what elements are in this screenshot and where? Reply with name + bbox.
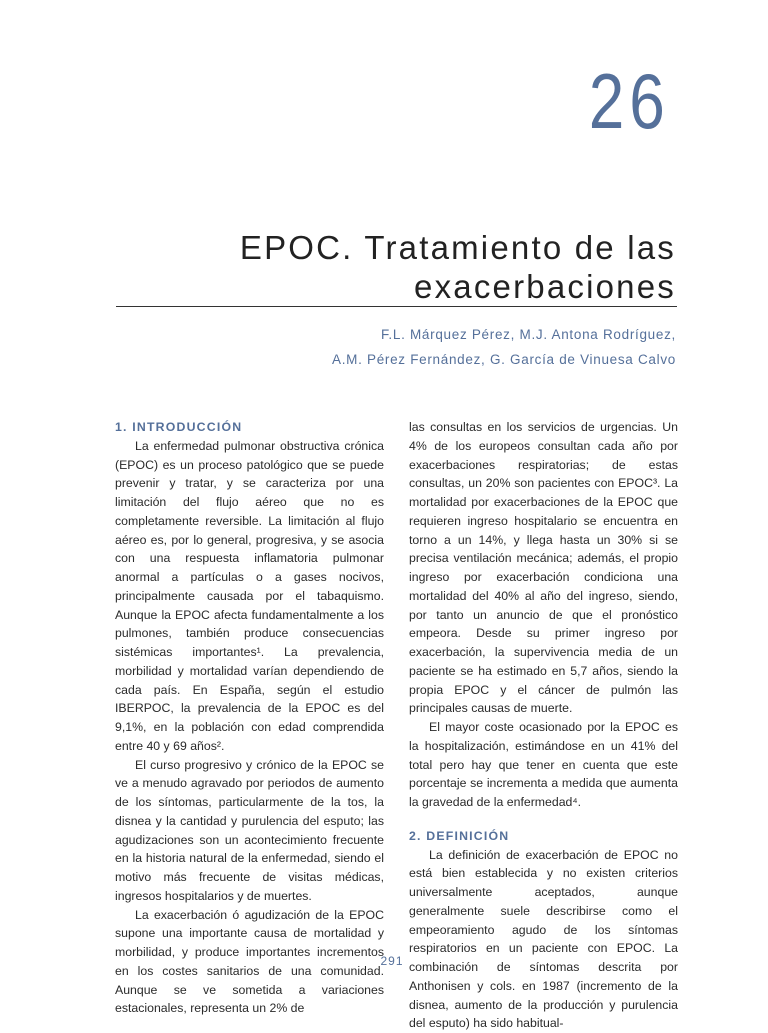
section-heading-introduccion: 1. INTRODUCCIÓN: [115, 418, 384, 437]
intro-paragraph-2: El curso progresivo y crónico de la EPOC se ve a menudo agravado por periodos de aumento de los síntomas, particularmente de la tos, la disnea y la cantidad y purulencia del esputo; las agudizaciones son un acontecimiento frecuente en la historia natural de la enfermedad, siendo el motivo más frecuente de visitas médicas, ingresos hospitalarios y de muertes.: [115, 756, 384, 906]
intro-paragraph-4: El mayor coste ocasionado por la EPOC es la hospitalización, estimándose en un 41% del total pero hay que tener en cuenta que este porcentaje se incrementa a medida que aumenta la gravedad de la enfermedad⁴.: [409, 718, 678, 812]
right-column: [409, 418, 678, 1033]
authors-line-2: A.M. Pérez Fernández, G. García de Vinuesa Calvo: [332, 347, 676, 372]
chapter-title-line-2: exacerbaciones: [414, 268, 676, 305]
intro-paragraph-3-continued: las consultas en los servicios de urgencias. Un 4% de los europeos consultan cada año por exacerbaciones respiratorias; de estas consultas, un 20% son pacientes con EPOC³. La mortalidad por exacerbaciones de la EPOC que requieren ingreso hospitalario se encuentra en torno a un 14%, y llega hasta un 30% si se precisa ventilación mecánica; además, el propio ingreso por exacerbación condiciona una mortalidad del 40% al año del ingreso, siendo, por tanto un anuncio de que el pronóstico empeora. Desde su primer ingreso por exacerbación, la supervivencia media de un paciente se ha estimado en 5,7 años, siendo la propia EPOC y el cáncer de pulmón las principales causas de muerte.: [409, 418, 678, 718]
definition-paragraph-1: La definición de exacerbación de EPOC no está bien establecida y no existen criterios universalmente aceptados, aunque generalmente suele describirse como el empeoramiento agudo de los síntomas respiratorios en un paciente con EPOC. La combinación de síntomas descrita por Anthonisen y cols. en 1987 (incremento de la disnea, aumento de la producción y purulencia del esputo) ha sido habitual-: [409, 846, 678, 1033]
section-spacer: [409, 812, 678, 827]
section-heading-definicion: 2. DEFINICIÓN: [409, 827, 678, 846]
page-number: 291: [0, 954, 768, 968]
authors-block: [332, 322, 676, 372]
left-column: [115, 418, 384, 1018]
title-divider: [116, 306, 677, 307]
authors-line-1: F.L. Márquez Pérez, M.J. Antona Rodríguez,: [332, 322, 676, 347]
intro-paragraph-1: La enfermedad pulmonar obstructiva crónica (EPOC) es un proceso patológico que se puede prevenir y tratar, y se caracteriza por una limitación del flujo aéreo que no es completamente reversible. La limitación al flujo aéreo es, por lo general, progresiva, y se asocia con una respuesta inflamatoria pulmonar anormal a partículas o a gases nocivos, principalmente causada por el tabaquismo. Aunque la EPOC afecta fundamentalmente a los pulmones, también produce consecuencias sistémicas importantes¹. La prevalencia, morbilidad y mortalidad varían dependiendo de cada país. En España, según el estudio IBERPOC, la prevalencia de la EPOC es del 9,1%, en la población con edad comprendida entre 40 y 69 años².: [115, 437, 384, 756]
chapter-title-line-1: EPOC. Tratamiento de las: [240, 229, 676, 266]
chapter-title: [240, 228, 676, 306]
intro-paragraph-3: La exacerbación ó agudización de la EPOC supone una importante causa de mortalidad y morbilidad, y produce importantes incrementos en los costes sanitarios de una comunidad. Aunque se ve sometida a variaciones estacionales, representa un 2% de: [115, 906, 384, 1019]
chapter-number: 26: [589, 62, 670, 140]
